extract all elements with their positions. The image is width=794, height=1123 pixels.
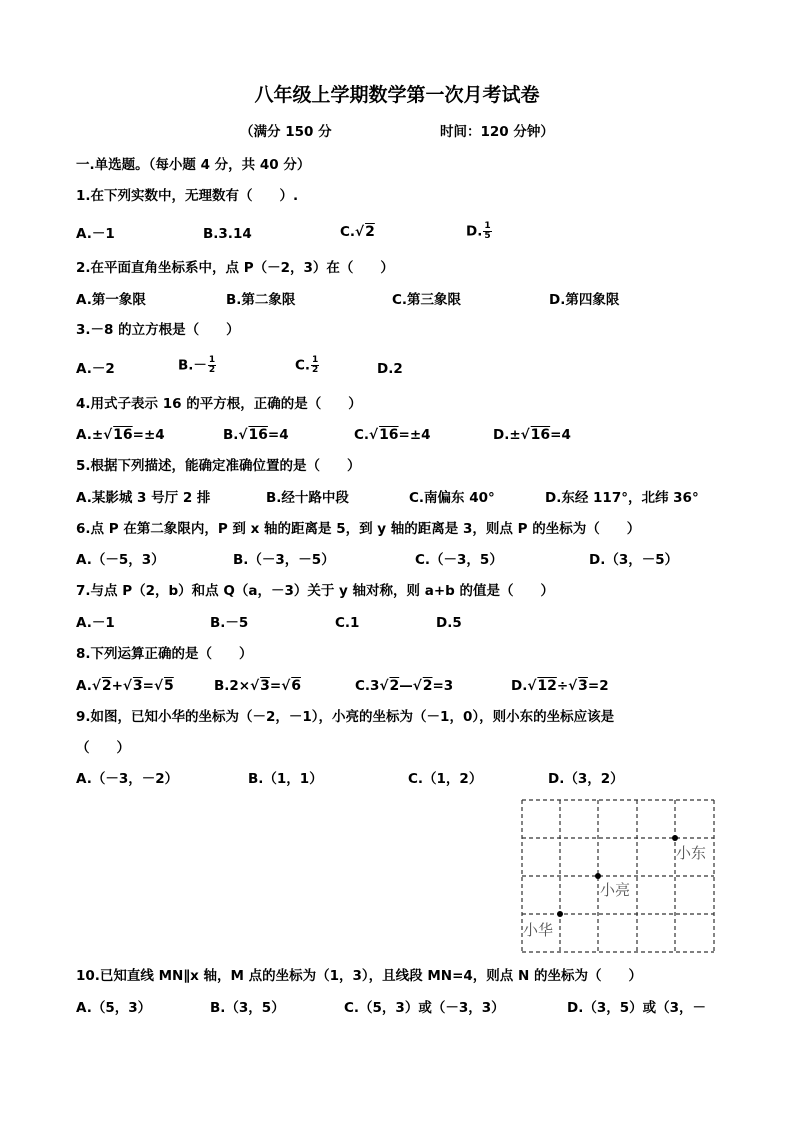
q9-option-c: C.（1，2） (408, 771, 483, 787)
q10-stem: 10.已知直线 MN∥x 轴，M 点的坐标为（1，3），且线段 MN=4，则点 N 的坐标为（ ） (76, 968, 643, 984)
fraction: $\frac{1}{5}$ (484, 221, 491, 241)
q4-option-d: D.±√16=4 (493, 427, 571, 443)
q1-option-d: D. $\frac{1}{5}$ (466, 221, 491, 241)
q5-option-b: B.经十路中段 (266, 490, 349, 506)
fraction: $\frac{1}{2}$ (312, 355, 319, 375)
q7-option-c: C.1 (335, 615, 360, 631)
q9-option-a: A.（－3，－2） (76, 771, 179, 787)
q1-option-a: A.－1 (76, 226, 115, 242)
q9-stem: 9.如图，已知小华的坐标为（－2，－1），小亮的坐标为（－1，0），则小东的坐标应该是 (76, 709, 615, 725)
q10-option-b: B.（3，5） (210, 1000, 285, 1016)
q4-option-c: C.√16=±4 (354, 427, 431, 443)
label-dong: 小东 (676, 844, 707, 862)
point-hua (557, 911, 563, 917)
q6-option-b: B.（－3，－5） (233, 552, 335, 568)
q8-option-c: C.3√2—√2=3 (355, 678, 454, 694)
q7-option-b: B.－5 (210, 615, 249, 631)
q1-option-c: C.√2 (340, 224, 375, 240)
q6-option-d: D.（3，－5） (589, 552, 679, 568)
page-title: 八年级上学期数学第一次月考试卷 (254, 84, 540, 106)
q7-stem: 7.与点 P（2，b）和点 Q（a，－3）关于 y 轴对称，则 a+b 的值是（ ） (76, 583, 555, 599)
q9-option-d: D.（3，2） (548, 771, 624, 787)
q4-option-a: A.±√16=±4 (76, 427, 165, 443)
sqrt-sign: √2 (355, 224, 375, 240)
q3-stem: 3.－8 的立方根是（ ） (76, 322, 240, 338)
label-liang: 小亮 (600, 881, 631, 899)
q5-option-c: C.南偏东 40° (409, 490, 495, 506)
section-heading: 一.单选题。（每小题 4 分，共 40 分） (76, 157, 311, 173)
q2-option-b: B.第二象限 (226, 292, 296, 308)
q2-option-c: C.第三象限 (392, 292, 462, 308)
q8-option-b: B.2×√3=√6 (214, 678, 301, 694)
q9-option-b: B.（1，1） (248, 771, 323, 787)
q10-option-a: A.（5，3） (76, 1000, 152, 1016)
score-info: （满分 150 分 (240, 124, 332, 140)
q6-option-c: C.（－3，5） (415, 552, 503, 568)
q4-option-b: B.√16=4 (223, 427, 289, 443)
q5-option-d: D.东经 117°，北纬 36° (545, 490, 699, 506)
q10-option-d: D.（3，5）或（3，－ (567, 1000, 707, 1016)
fraction: $\frac{1}{2}$ (208, 355, 216, 375)
q1-stem: 1.在下列实数中，无理数有（ ）. (76, 188, 299, 204)
q9-stem-blank: （ ） (76, 740, 130, 756)
q7-option-a: A.－1 (76, 615, 115, 631)
q5-option-a: A.某影城 3 号厅 2 排 (76, 490, 211, 506)
point-liang (595, 873, 601, 879)
q2-stem: 2.在平面直角坐标系中，点 P（－2，3）在（ ） (76, 260, 394, 276)
q6-option-a: A.（－5，3） (76, 552, 165, 568)
q9-figure (520, 798, 720, 960)
q2-option-d: D.第四象限 (549, 292, 620, 308)
q8-stem: 8.下列运算正确的是（ ） (76, 646, 253, 662)
label-hua: 小华 (523, 921, 554, 939)
q2-option-a: A.第一象限 (76, 292, 146, 308)
time-info: 时间：120 分钟） (440, 124, 554, 140)
q3-option-a: A.－2 (76, 361, 115, 377)
q10-option-c: C.（5，3）或（－3，3） (344, 1000, 505, 1016)
q6-stem: 6.点 P 在第二象限内，P 到 x 轴的距离是 5，到 y 轴的距离是 3，则点 P 的坐标为（ ） (76, 521, 641, 537)
q4-stem: 4.用式子表示 16 的平方根，正确的是（ ） (76, 396, 362, 412)
q1-option-b: B.3.14 (203, 226, 252, 242)
q8-option-a: A.√2+√3=√5 (76, 678, 174, 694)
q3-option-b: B.－ $\frac{1}{2}$ (178, 355, 216, 375)
q5-stem: 5.根据下列描述，能确定准确位置的是（ ） (76, 458, 361, 474)
q8-option-d: D.√12÷√3=2 (511, 678, 609, 694)
q7-option-d: D.5 (436, 615, 462, 631)
q3-option-c: C. $\frac{1}{2}$ (295, 355, 319, 375)
point-dong (672, 835, 678, 841)
grid-diagram (520, 798, 720, 956)
q3-option-d: D.2 (377, 361, 403, 377)
